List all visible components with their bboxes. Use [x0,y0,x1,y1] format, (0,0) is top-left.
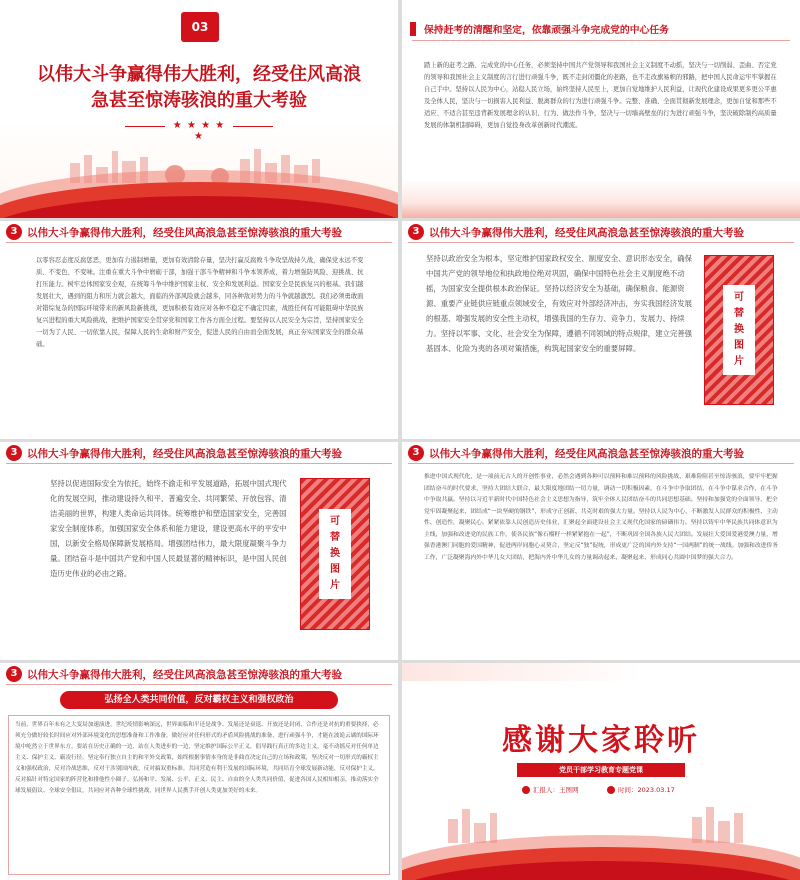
date-info: 时间：2023.03.17 [607,785,675,794]
slide-title: 以伟大斗争赢得伟大胜利，经受住风高浪急甚至惊涛骇浪的重大考验 [429,448,744,460]
subtitle-pill: 弘扬全人类共同价值，反对霸权主义和强权政治 [60,691,338,709]
header-underline [6,242,392,243]
body-text: 以零容忍态度反腐惩恶，更加有力遏制增量，更加有效清除存量，坚决打赢反腐败斗争攻坚战持久战，确保党永远不变质、不变色、不变味。注重在重大斗争中磨砺干部，加强干部斗争精神和斗争本领养成，着力增强防风险、迎挑战、抗打压能力。树牢总体国家安全观，在统筹斗争中维护国家主权、安全和发展利益。国家安全是民族复兴的根基。我们越发展壮大，遇到的阻力和压力就会越大，面临的外部风险就会越多，同各种敌对势力的斗争就越激烈。我们必须勇敢面对错综复杂的国际环境带来的新风险新挑战，更加积极有效应对各种不稳定不确定因素，战胜任何有可能阻碍中华民族复兴进程的重大风险挑战，把维护国家安全贯穿党和国家工作各方面全过程。要坚持以人民安全为宗旨，坚持国家安全一切为了人民、一切依靠人民，保障人民的生命和财产安全，促进人民的自由而全面发展，真正夯实国家安全的群众基础。 [36,257,364,348]
slide-title: 以伟大斗争赢得伟大胜利，经受住风高浪急甚至惊涛骇浪的重大考验 [27,448,342,460]
slide-header [0,442,398,464]
header-underline [6,463,392,464]
section-number: 3 [408,224,424,240]
slide-section-cover[interactable] [0,0,398,218]
top-decoration [402,663,800,681]
section-number: 3 [6,445,22,461]
cover-title-line1: 以伟大斗争赢得伟大胜利，经受住风高浪 [37,64,361,85]
body-text: 推进中国式现代化，是一项前无古人的开创性事业，必然会遇到各种可以预料和难以预料的风险挑战、艰难险阻甚至惊涛骇浪，要牢牢把握团结奋斗的时代要求，坚持大团结大联合，最大限度地团结一切力量，调动一切积极因素，在斗争中争取团结，在斗争中谋求合作，在斗争中争取共赢。坚持以习近平新时代中国特色社会主义思想为指导，筑牢全体人民团结奋斗的共同思想基础。坚持和加强党的全面领导，把全党牢固凝聚起来，团结成“一块坚硬的钢铁”，形成守正创新、共克时艰的强大力量。坚持以人民为中心，不断激发人民群众的积极性、主动性、创造性，凝聚民心。紧紧依靠人民创造历史伟业，汇聚起全面建设社会主义现代化国家的磅礴伟力。坚持以铸牢中华民族共同体意识为主线，加强和改进党的民族工作，使各民族“像石榴籽一样紧紧抱在一起”，不断巩固全国各族人民大团结。发展壮大爱国爱港爱澳力量，增强香港澳门同胞的爱国精神，促进两岸同胞心灵契合，坚定反“独”促统，形成更广泛的国内外支持“一国两制”的统一战线。加强和改进侨务工作，广泛凝聚海内外中华儿女大团结，把海内外中华儿女的力量调动起来、凝聚起来，形成同心共圆中国梦的强大合力。 [424,474,779,561]
star-decoration-icon: ★ ★ ★ ★ ★ [172,120,226,142]
footer-decoration [402,180,800,218]
section-number: 3 [6,666,22,682]
content-frame [8,715,390,875]
body-text: 坚持以政治安全为根本，坚定维护国家政权安全、制度安全、意识形态安全，确保中国共产党的领导地位和执政地位绝对巩固，确保中国特色社会主义制度绝不动摇，为国家安全提供根本政治保证。坚持以经济安全为基础，确保粮食、能源资源、重要产业链供应链重点领域安全，有效应对外部经济冲击，夯实我国经济发展的根基、增强发展的安全性主动权，增强我国的生存力、竞争力、发展力、持续力。坚持以军事、文化、社会安全为保障，遵循不同领域的特点规律，建立完善强基固本、化险为夷的各项对策措施，构筑起国家安全的重要屏障。 [426,254,693,353]
cover-title-line2: 急甚至惊涛骇浪的重大考验 [91,90,307,111]
star-divider-left [125,126,165,127]
header-underline [6,684,392,685]
slide-political-security[interactable] [402,221,800,439]
slide-unity[interactable] [402,442,800,660]
image-placeholder[interactable] [300,478,370,630]
image-placeholder[interactable] [704,255,774,405]
section-number: 3 [6,224,22,240]
slide-title: 保持赶考的清醒和坚定，依靠顽强斗争完成党的中心任务 [424,25,669,36]
slide-central-task[interactable] [402,0,800,218]
section-number-badge: 03 [181,12,219,42]
slide-title: 以伟大斗争赢得伟大胜利，经受住风高浪急甚至惊涛骇浪的重大考验 [27,669,342,681]
body-text: 当前，世界百年未有之大变局加速演进，世纪疫情影响深远，世界面临和平还是战争、发展还是衰退、开放还是封闭、合作还是对抗的重要抉择，必须充分做好较长时间应对外部环境变化的思想准备和工作准备，做好应对任何形式的矛盾风险挑战的准备，进行顽强斗争，才能在波诡云谲的国际环境中屹然立于世界东方。要站在历史正确的一边、站在人类进步的一边，坚定维护国际公平正义，倡导践行真正的多边主义，毫不动摇反对任何单边主义、保护主义、霸凌行径。坚定奉行独立自主的和平外交政策，始终根据事情本身的是非曲直决定自己的立场和政策，坚决反对一切形式的霸权主义和强权政治，反对冷战思维，反对干涉别国内政，反对搞双重标准。共同营造有利于发展的国际环境，共同培育全球发展新动能，反对保护主义，反对搞针对特定国家的阵营化和排他性小圈子。弘扬和平、发展、公平、正义、民主、自由的全人类共同价值，促进各国人民相知相亲，推动落实全球发展倡议、全球安全倡议，共同应对各种全球性挑战，同世界人民携手开创人类更加美好的未来。 [15,722,379,794]
title-accent-bar [410,22,416,36]
clock-icon [607,786,615,794]
slide-header [402,442,800,464]
star-divider-right [233,126,273,127]
section-number: 3 [408,445,424,461]
reporter-info: 汇报人：王图网 [522,785,579,794]
slide-thanks[interactable] [402,663,800,880]
slide-header [0,663,398,685]
placeholder-label: 可 替 换 图 片 [723,285,755,375]
slide-title: 以伟大斗争赢得伟大胜利，经受住风高浪急甚至惊涛骇浪的重大考验 [27,227,342,239]
slide-international-security[interactable] [0,442,398,660]
thanks-title: 感谢大家聆听 [502,723,700,758]
user-icon [522,786,530,794]
slide-common-values[interactable] [0,663,398,880]
course-subtitle: 党员干部学习教育专题党课 [517,763,685,777]
slide-header [402,221,800,243]
title-underline [412,40,790,41]
body-text: 踏上新的赶考之路、完成党的中心任务，必须坚持中国共产党领导和我国社会主义制度不动摇，坚决与一切削弱、歪曲、否定党的领导和我国社会主义制度的言行进行顽强斗争，既不走封闭僵化的老路，也不走改旗易帜的邪路，把中国人民命运牢牢掌握在自己手中。坚持以人民为中心，站稳人民立场，始终坚持人民至上，更加自觉地维护人民利益，让现代化建设成果更多更公平惠及全体人民，坚决与一切损害人民利益、脱离群众的行为进行顽强斗争。完整、准确、全面贯彻新发展理念，更加自觉和那些不适应、不适合甚至违背新发展理念的认识、行为、做法作斗争，坚决与一切墙高壁垒的行为进行顽强斗争，坚决破除制约高质量发展的体制机制障碍，更加自觉投身改革创新时代潮流。 [424,62,777,129]
placeholder-label: 可 替 换 图 片 [319,509,351,599]
slide-anti-corruption[interactable] [0,221,398,439]
body-text: 坚持以促进国际安全为依托，始终不渝走和平发展道路，拓展中国式现代化的发展空间，推动建设持久和平、普遍安全、共同繁荣、开放包容、清洁美丽的世界，构建人类命运共同体。统筹维护和塑造国家安全，完善国家安全制度体系，加强国家安全体系和能力建设，建设更高水平的平安中国，以新安全格局保障新发展格局。增强团结伟力，最大限度凝聚斗争力量。团结奋斗是中国共产党和中国人民最显著的精神标识，是中国人民创造历史伟业的必由之路。 [50,479,287,578]
header-underline [408,463,794,464]
header-underline [408,242,794,243]
slide-title: 以伟大斗争赢得伟大胜利，经受住风高浪急甚至惊涛骇浪的重大考验 [429,227,744,239]
slide-header [0,221,398,243]
